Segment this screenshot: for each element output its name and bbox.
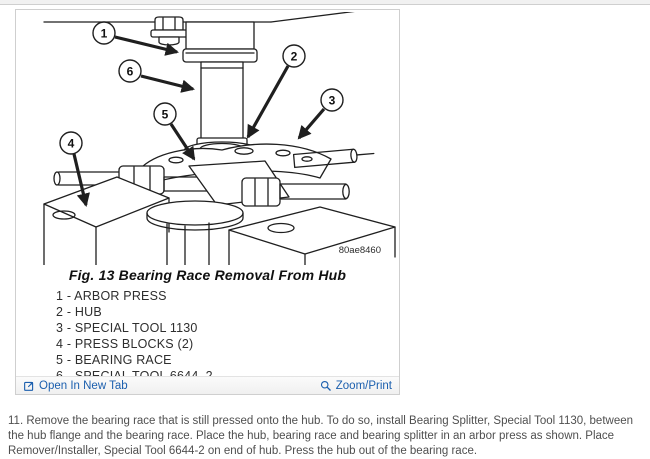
svg-text:6: 6 [126,64,134,79]
callout-1 [93,22,115,44]
frame-bolt [151,17,191,45]
callout-arrow-2 [248,66,288,137]
zoom-print-label: Zoom/Print [335,379,392,392]
drawing-code: 80ae8460 [338,245,381,256]
legend-item-2: 2 - HUB [56,305,102,319]
splitter-lower-rod [242,178,349,206]
legend-item-1: 1 - ARBOR PRESS [56,289,167,303]
technical-drawing [39,12,399,265]
press-block-right [229,207,395,265]
callout-4 [60,132,82,154]
callout-2 [283,45,305,67]
svg-text:3: 3 [328,93,336,108]
legend-item-3: 3 - SPECIAL TOOL 1130 [56,321,198,335]
special-tool-6644-2 [197,62,247,147]
figure-panel [15,9,400,395]
callout-6 [119,60,141,82]
arbor-press-ram [183,22,257,62]
top-divider [0,0,650,5]
legend-item-4: 4 - PRESS BLOCKS (2) [56,337,194,351]
svg-text:2: 2 [290,49,298,64]
magnifier-icon [320,380,332,392]
svg-text:5: 5 [161,107,169,122]
open-in-new-tab-link[interactable] [23,380,128,392]
press-frame-diagonal [271,12,397,22]
svg-text:4: 4 [67,136,75,151]
legend-item-5: 5 - BEARING RACE [56,353,172,367]
callout-arrow-6 [141,76,193,89]
callout-arrow-3 [299,109,324,138]
open-in-new-tab-icon [23,380,35,392]
callout-3 [321,89,343,111]
callout-5 [154,103,176,125]
figure-caption: Fig. 13 Bearing Race Removal From Hub [68,267,347,283]
zoom-print-link[interactable] [320,380,392,392]
figure-legend [56,288,213,384]
instruction-step-11: 11. Remove the bearing race that is still pressed onto the hub. To do so, install Bearing Splitter, Special Tool 1130, between the hub flange and the bearing race. Place the hub, bearing race and bearing splitter in an arbor press as shown. Place Remover/Installer, Special Tool 6644-2 on end of hub. Press the hub out of the bearing race. [8,415,634,457]
svg-text:1: 1 [100,26,108,41]
open-in-new-tab-label: Open In New Tab [39,379,128,392]
figure-toolbar [16,376,399,394]
press-block-left [44,177,169,265]
